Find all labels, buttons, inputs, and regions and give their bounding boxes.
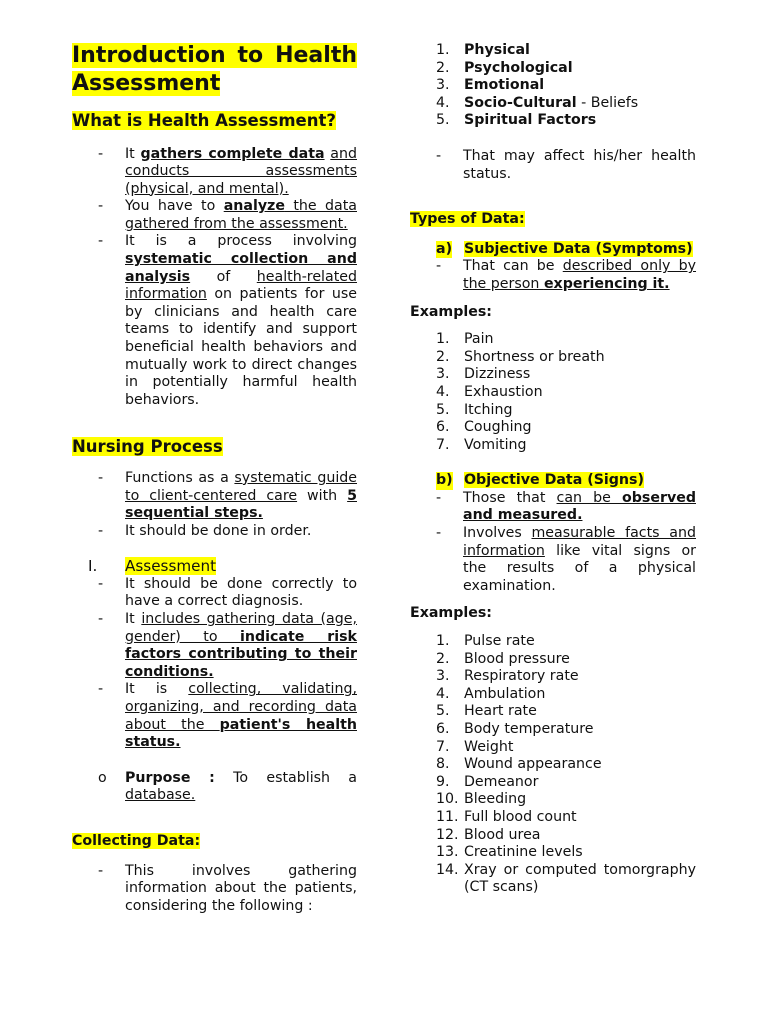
collecting-list (72, 863, 357, 916)
list-item: - It is collecting, validating, organizing, and recording data about the patient's health status. (72, 681, 357, 751)
list-item: 12. Blood urea (436, 826, 541, 843)
list-item: 2. Blood pressure (436, 650, 570, 667)
list-item: o Purpose : To establish a database. (72, 770, 357, 805)
factors-note (410, 148, 696, 183)
list-item: 7. Vomiting (436, 436, 527, 453)
objective-examples (410, 633, 696, 897)
list-item: 7. Weight (436, 738, 514, 755)
list-item: - It gathers complete data and conducts assessments (physical, and mental). (72, 146, 357, 199)
assessment-list (72, 576, 357, 752)
list-item: 6. Body temperature (436, 721, 594, 737)
list-item: - It should be done correctly to have a correct diagnosis. (72, 576, 357, 611)
heading-nursing-process: Nursing Process (72, 437, 223, 457)
heading-examples-subjective: Examples: (410, 303, 492, 320)
list-item: 10. Bleeding (436, 791, 527, 808)
purpose-list (72, 770, 357, 805)
heading-assessment: I. Assessment (88, 557, 217, 576)
list-item: 5. Itching (436, 401, 513, 418)
factors-list (410, 42, 696, 130)
list-item: - It includes gathering data (age, gender) to indicate risk factors contributing to their conditions. (72, 611, 357, 681)
list-item: 1. Physical (436, 42, 530, 58)
heading-subjective-data: a) Subjective Data (Symptoms) (436, 240, 693, 257)
list-item: - It is a process involving systematic collection and analysis of health-related information on patients for use by clinicians and health care teams to identify and support beneficial health behaviors and mutually work to direct changes in potentially harmful health behaviors. (72, 233, 357, 409)
heading-examples-objective: Examples: (410, 605, 492, 622)
heading-types-of-data: Types of Data: (410, 211, 525, 228)
list-item: 5. Heart rate (436, 703, 537, 720)
list-item: 11. Full blood count (436, 808, 577, 825)
subjective-examples (410, 331, 696, 454)
list-item: 6. Coughing (436, 419, 532, 436)
list-item: 9. Demeanor (436, 773, 539, 790)
list-item: - That can be described only by the person experiencing it. (410, 258, 696, 293)
list-item: 3. Dizziness (436, 366, 531, 383)
heading-collecting-data: Collecting Data: (72, 833, 201, 849)
list-item: 1. Pulse rate (436, 633, 535, 650)
list-item: 4. Exhaustion (436, 383, 543, 400)
what-is-list (72, 146, 357, 410)
list-item: - You have to analyze the data gathered from the assessment. (72, 198, 357, 233)
list-item: 5. Spiritual Factors (436, 112, 597, 129)
list-item: 14. Xray or computed tomorgraphy (CT scans) (436, 861, 696, 896)
heading-objective-data: b) Objective Data (Signs) (436, 472, 644, 489)
list-item: - Involves measurable facts and information like vital signs or the results of a physical examination. (410, 525, 696, 595)
heading-what-is: What is Health Assessment? (72, 111, 336, 130)
page-title: Introduction to Health Assessment (72, 43, 357, 96)
list-item: - That may affect his/her health status. (410, 148, 696, 183)
list-item: 4. Ambulation (436, 685, 546, 702)
list-item: - Functions as a systematic guide to client-centered care with 5 sequential steps. (72, 470, 357, 523)
list-item: - This involves gathering information about the patients, considering the following : (72, 863, 357, 916)
subjective-list (410, 258, 696, 293)
left-column (72, 42, 357, 915)
nursing-process-list (72, 470, 357, 540)
list-item: 3. Emotional (436, 77, 545, 94)
list-item: 2. Shortness or breath (436, 348, 605, 365)
list-item: 4. Socio-Cultural - Beliefs (436, 94, 639, 111)
list-item: 3. Respiratory rate (436, 668, 579, 685)
list-item: 13. Creatinine levels (436, 844, 583, 861)
list-item: 2. Psychological (436, 59, 573, 76)
right-column (410, 42, 696, 897)
list-item: - It should be done in order. (72, 523, 357, 541)
list-item: - Those that can be observed and measured. (410, 490, 696, 525)
list-item: 8. Wound appearance (436, 756, 602, 773)
list-item: 1. Pain (436, 331, 494, 348)
objective-list (410, 490, 696, 596)
